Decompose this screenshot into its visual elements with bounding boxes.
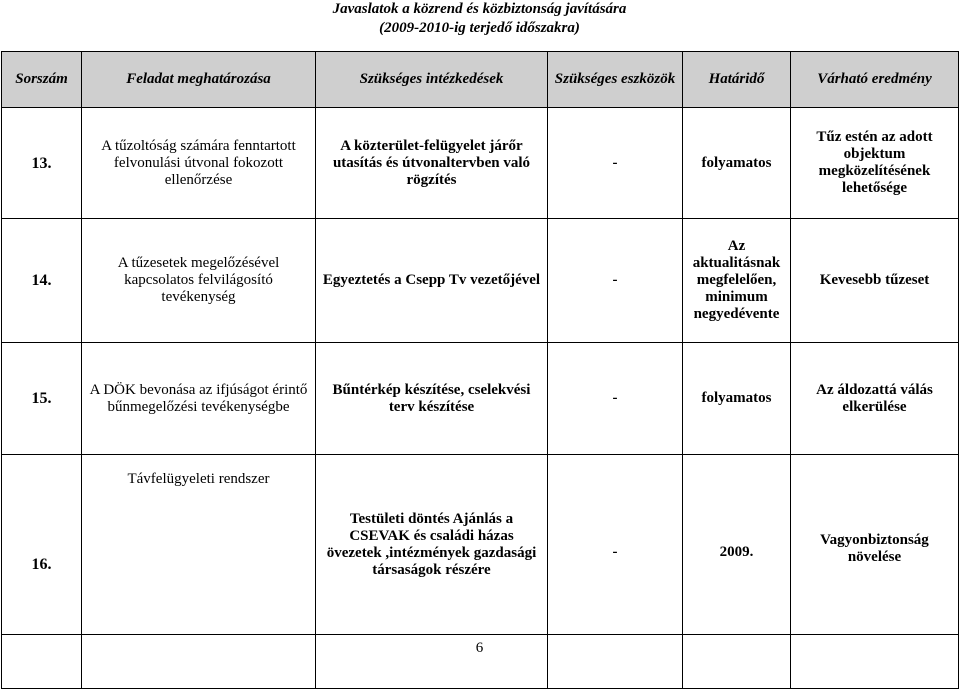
deadline-cell: 2009. xyxy=(683,455,791,635)
deadline-cell: Az aktualitásnak megfelelően, minimum negyedévente xyxy=(683,219,791,343)
tools-cell: - xyxy=(548,343,683,455)
document-title: Javaslatok a közrend és közbiztonság javítására xyxy=(332,1,627,17)
column-header: Várható eredmény xyxy=(791,52,959,108)
column-header: Határidő xyxy=(683,52,791,108)
tools-cell: - xyxy=(548,108,683,219)
result-cell: Kevesebb tűzeset xyxy=(791,219,959,343)
row-number: 16. xyxy=(2,455,82,635)
measures-cell: A közterület-felügyelet járőr utasítás és útvonaltervben való rögzítés xyxy=(316,108,548,219)
header-row xyxy=(2,52,959,108)
deadline-cell: folyamatos xyxy=(683,108,791,219)
task-cell: A tűzesetek megelőzésével kapcsolatos felvilágosító tevékenység xyxy=(82,219,316,343)
table-row xyxy=(2,108,959,219)
task-cell: A tűzoltóság számára fenntartott felvonulási útvonal fokozott ellenőrzése xyxy=(82,108,316,219)
result-cell: Vagyonbiztonság növelése xyxy=(791,455,959,635)
table-row xyxy=(2,455,959,635)
column-header: Szükséges intézkedések xyxy=(316,52,548,108)
tools-cell: - xyxy=(548,219,683,343)
result-cell: Az áldozattá válás elkerülése xyxy=(791,343,959,455)
column-header: Sorszám xyxy=(2,52,82,108)
column-header: Feladat meghatározása xyxy=(82,52,316,108)
row-number: 14. xyxy=(2,219,82,343)
result-cell: Tűz estén az adott objektum megközelítésének lehetősége xyxy=(791,108,959,219)
measures-cell: Bűntérkép készítése, cselekvési terv készítése xyxy=(316,343,548,455)
task-cell: A DÖK bevonása az ifjúságot érintő bűnmegelőzési tevékenységbe xyxy=(82,343,316,455)
table-row xyxy=(2,343,959,455)
deadline-cell: folyamatos xyxy=(683,343,791,455)
proposals-table xyxy=(1,51,959,689)
task-cell: Távfelügyeleti rendszer xyxy=(82,455,316,635)
column-header: Szükséges eszközök xyxy=(548,52,683,108)
row-number: 15. xyxy=(2,343,82,455)
measures-cell: Testületi döntés Ajánlás a CSEVAK és családi házas övezetek ,intézmények gazdasági társaságok részére xyxy=(316,455,548,635)
tools-cell: - xyxy=(548,455,683,635)
row-number: 13. xyxy=(2,108,82,219)
document-subtitle: (2009-2010-ig terjedő időszakra) xyxy=(379,20,580,36)
measures-cell: Egyeztetés a Csepp Tv vezetőjével xyxy=(316,219,548,343)
page-number: 6 xyxy=(475,640,484,656)
table-row xyxy=(2,219,959,343)
